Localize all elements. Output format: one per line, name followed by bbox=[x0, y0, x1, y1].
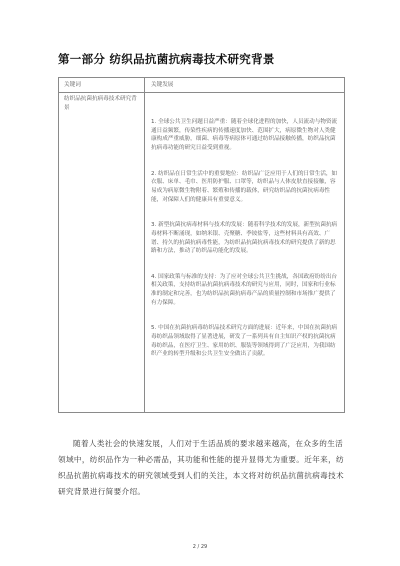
table-header-divider bbox=[59, 92, 344, 93]
detail-paragraph: 3. 新型抗菌抗病毒材料与技术的发展：随着科学技术的发展，新型抗菌抗病毒材料不断涌现，如纳米银、壳聚糖、季铵盐等，这些材料具有高效、广谱、持久的抗菌抗病毒性能，为纺织品抗菌抗病毒技术的研究提供了新的思路和方法，推动了纺织品功能化的发展。 bbox=[151, 222, 338, 255]
detail-paragraph: 1. 全球公共卫生问题日益严重：随着全球化进程的加快，人员流动与物资流通日益频繁，传染性疾病的传播速度加快、范围扩大，病原微生物对人类健康构成严重威胁，细菌、病毒等病原体可通过纺织品接触传播，纺织品抗菌抗病毒功能的研究日益受到重视。 bbox=[151, 119, 338, 151]
detail-paragraph: 4. 国家政策与标准的支持：为了应对全球公共卫生挑战，各国政府纷纷出台相关政策，支持纺织品抗菌抗病毒技术的研究与应用，同时，国家和行业标准的制定和完善，也为纺织品抗菌抗病毒产品的质量控制和市场推广提供了有力保障。 bbox=[151, 273, 338, 306]
table-cell-details bbox=[151, 101, 341, 376]
table-header-development: 关键发展 bbox=[151, 82, 174, 88]
background-table bbox=[58, 77, 345, 413]
detail-paragraph: 5. 中国在抗菌抗病毒纺织品技术研究方面的进展：近年来，中国在抗菌抗病毒纺织品领域取得了显著进展，研发了一系列具有自主知识产权的抗菌抗病毒纺织品，在医疗卫生、家用纺织、服装等领域得到了广泛应用，为我国纺织产业的转型升级和公共卫生安全做出了贡献。 bbox=[151, 325, 338, 358]
table-cell-topic: 纺织品抗菌抗病毒技术研究背景 bbox=[64, 96, 137, 111]
table-column-divider bbox=[144, 78, 145, 412]
page-number: 2 / 29 bbox=[192, 544, 208, 550]
page-title: 第一部分 纺织品抗菌抗病毒技术研究背景 bbox=[58, 52, 275, 66]
body-paragraph: 随着人类社会的快速发展，人们对于生活品质的要求越来越高，在众多的生活领域中，纺织品作为一种必需品，其功能和性能的提升显得尤为重要。近年来，纺织品抗菌抗病毒技术的研究领域受到人们的关注，本文将对纺织品抗菌抗病毒技术研究背景进行简要介绍。 bbox=[58, 439, 344, 496]
table-header-keyword: 关键词 bbox=[64, 82, 81, 88]
detail-paragraph: 2. 纺织品在日常生活中的重要地位：纺织品广泛应用于人们的日常生活，如衣服、床单、毛巾、医用防护服、口罩等，纺织品与人体皮肤直接接触，容易成为病原微生物附着、繁殖和传播的载体，研究纺织品的抗菌抗病毒性能，对保障人们的健康具有重要意义。 bbox=[151, 170, 338, 203]
